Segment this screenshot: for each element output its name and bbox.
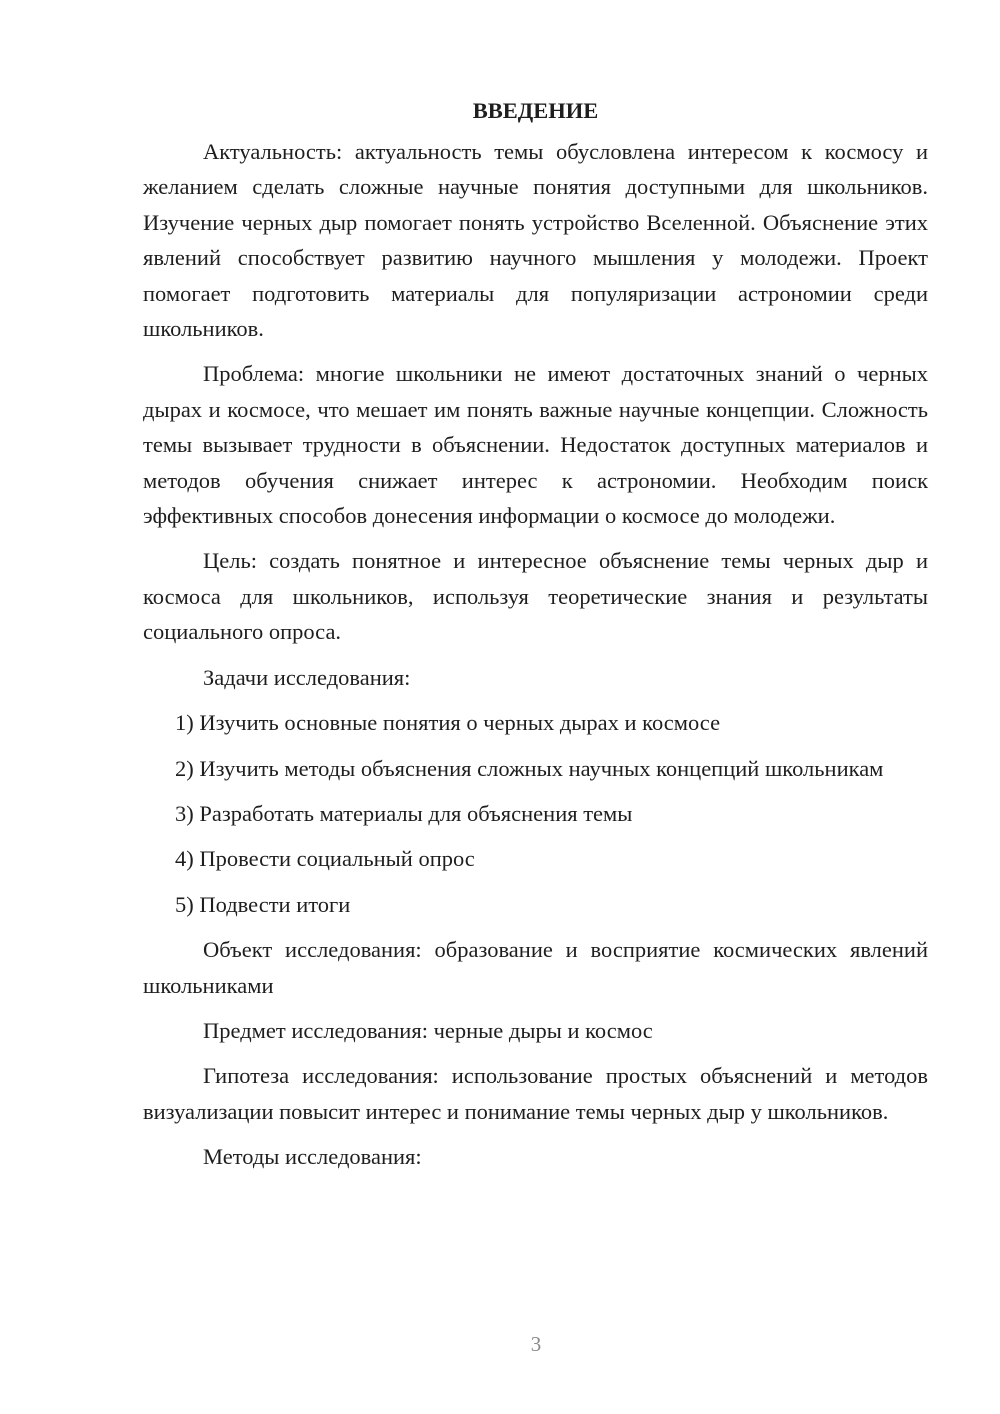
task-item-3: 3) Разработать материалы для объяснения темы [175,800,633,826]
paragraph-goal: Цель: создать понятное и интересное объяснение темы черных дыр и космоса для школьников, используя теоретические знания и результаты социального опроса. [143,548,928,645]
paragraph-hypothesis: Гипотеза исследования: использование простых объяснений и методов визуализации повысит интерес и понимание темы черных дыр у школьников. [143,1063,928,1124]
paragraph-tasks-heading: Задачи исследования: [203,664,411,690]
paragraph-subject: Предмет исследования: черные дыры и космос [203,1017,653,1043]
section-title: ВВЕДЕНИЕ [472,98,599,123]
paragraph-object: Объект исследования: образование и восприятие космических явлений школьниками [143,937,928,998]
paragraph-methods: Методы исследования: [203,1144,422,1170]
paragraph-problem: Проблема: многие школьники не имеют достаточных знаний о черных дырах и космосе, что мешает им понять важные научные концепции. Сложность темы вызывает трудности в объяснении. Недостаток доступных материалов и методов обучения снижает интерес к астрономии. Необходим поиск эффективных способов донесения информации о космосе до молодежи. [143,361,928,529]
document-body [143,96,928,1185]
task-item-2: 2) Изучить методы объяснения сложных научных концепций школьникам [175,755,884,781]
paragraph-relevance: Актуальность: актуальность темы обусловлена интересом к космосу и желанием сделать сложные научные понятия доступными для школьников. Изучение черных дыр помогает понять устройство Вселенной. Объяснение этих явлений способствует развитию научного мышления у молодежи. Проект помогает подготовить материалы для популяризации астрономии среди школьников. [143,139,928,342]
task-item-1: 1) Изучить основные понятия о черных дырах и космосе [175,710,721,736]
task-item-4: 4) Провести социальный опрос [175,846,475,872]
task-item-5: 5) Подвести итоги [175,891,351,917]
page-number: 3 [530,1332,542,1356]
